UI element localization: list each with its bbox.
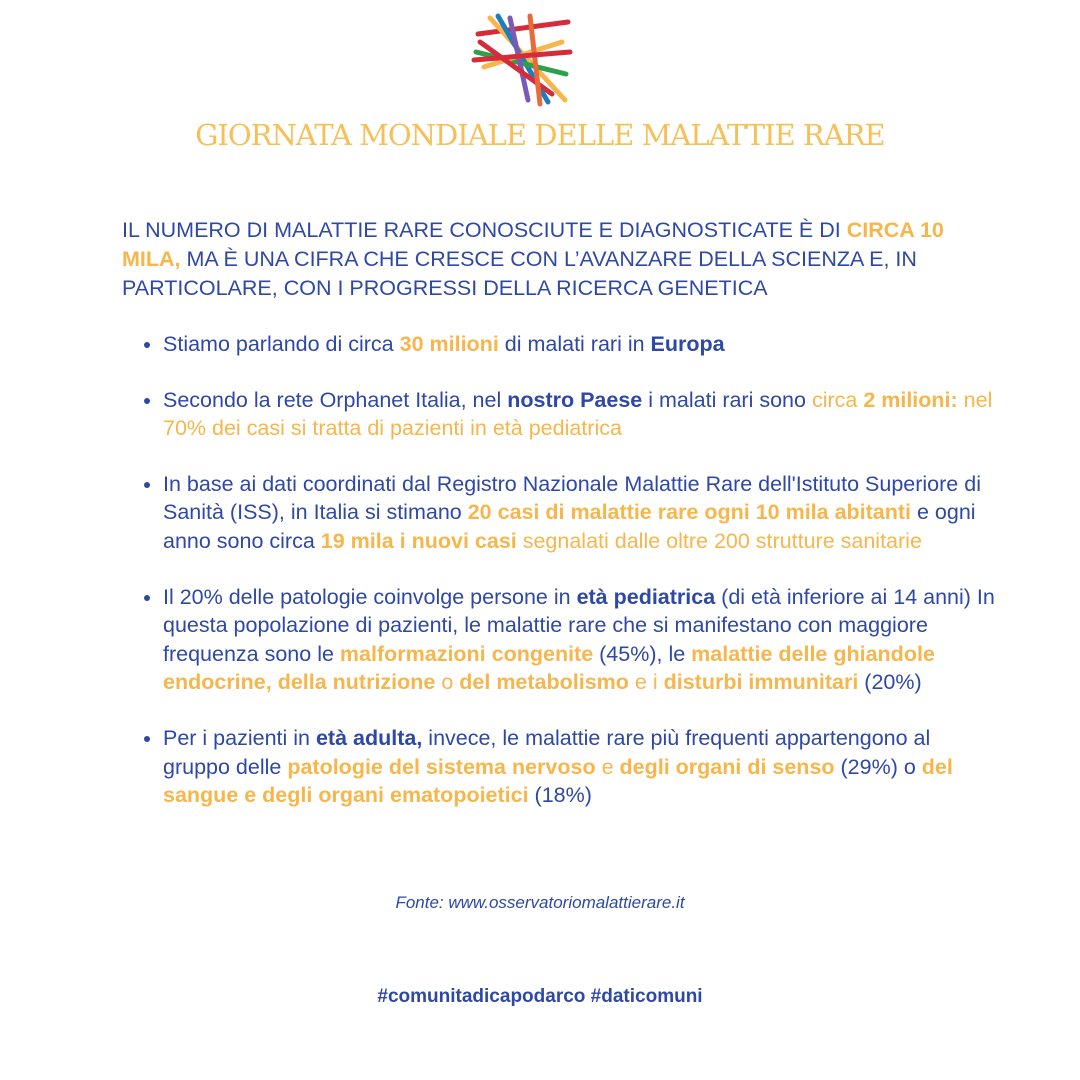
fact-pediatric bbox=[163, 583, 1003, 697]
hashtags: #comunitadicapodarco #daticomuni bbox=[377, 986, 703, 1007]
fact-text: Per i pazienti in bbox=[163, 725, 316, 750]
fact-text: (di età inferiore ai 14 anni) In questa popolazione di pazienti, le malattie rare che si manifestano con maggiore frequenza sono le bbox=[163, 584, 995, 666]
fact-text: e ogni anno sono circa bbox=[163, 500, 976, 553]
fact-highlight: del metabolismo bbox=[459, 670, 629, 695]
fact-text: In base ai dati coordinati dal Registro Nazionale Malattie Rare dell'Istituto Superiore di Sanità (ISS), in Italia si stimano bbox=[163, 471, 981, 525]
fact-europe bbox=[163, 330, 1003, 359]
fact-bold: Europa bbox=[650, 332, 725, 356]
fact-highlight: patologie del sistema nervoso bbox=[287, 754, 596, 779]
fact-highlight: disturbi immunitari bbox=[663, 670, 859, 695]
fact-text: (29%) o bbox=[834, 754, 922, 779]
colored-sticks-logo bbox=[470, 12, 575, 107]
fact-orange-text: e i bbox=[628, 670, 664, 695]
fact-text: Secondo la rete Orphanet Italia, nel bbox=[163, 387, 508, 412]
fact-text: (18%) bbox=[528, 783, 592, 808]
fact-highlight: 2 milioni: bbox=[863, 387, 958, 412]
intro-paragraph bbox=[122, 216, 972, 303]
fact-text: di malati rari in bbox=[498, 332, 651, 356]
fact-bold: nostro Paese bbox=[507, 387, 643, 412]
fact-text: Stiamo parlando di circa bbox=[163, 332, 400, 356]
fact-text: (20%) bbox=[858, 670, 922, 695]
fact-orange-text: e bbox=[595, 754, 620, 779]
source-credit: Fonte: www.osservatoriomalattierare.it bbox=[395, 893, 685, 912]
facts-list bbox=[130, 330, 1003, 837]
fact-highlight: malattie delle ghiandole endocrine, della nutrizione bbox=[163, 641, 935, 695]
fact-highlight: degli organi di senso bbox=[619, 754, 835, 779]
fact-text: (45%), le bbox=[593, 641, 692, 666]
fact-highlight: 30 milioni bbox=[399, 332, 499, 356]
fact-adult bbox=[163, 724, 1003, 810]
fact-highlight: del sangue e degli organi ematopoietici bbox=[163, 754, 953, 808]
intro-text-2: MA È UNA CIFRA CHE CRESCE CON L’AVANZARE DELLA SCIENZA E, IN PARTICOLARE, CON I PROGRESSI DELLA RICERCA GENETICA bbox=[122, 247, 917, 300]
fact-bold: età pediatrica bbox=[576, 584, 716, 609]
fact-orange-text: circa bbox=[811, 387, 864, 412]
fact-highlight: malformazioni congenite bbox=[339, 641, 594, 666]
fact-orange-text: nel 70% dei casi si tratta di pazienti in età pediatrica bbox=[163, 387, 993, 441]
fact-text: invece, le malattie rare più frequenti appartengono al gruppo delle bbox=[163, 725, 931, 779]
fact-registry bbox=[163, 470, 1003, 556]
fact-highlight: 20 casi di malattie rare ogni 10 mila abitanti bbox=[467, 500, 912, 525]
fact-bold: età adulta, bbox=[315, 725, 423, 750]
fact-italy bbox=[163, 386, 1003, 443]
fact-text: i malati rari sono bbox=[642, 387, 812, 412]
intro-text-1: IL NUMERO DI MALATTIE RARE CONOSCIUTE E DIAGNOSTICATE È DI bbox=[122, 218, 847, 242]
intro-highlight: CIRCA 10 MILA, bbox=[122, 218, 944, 271]
fact-text: Il 20% delle patologie coinvolge persone in bbox=[163, 584, 577, 609]
fact-orange-text: segnalati dalle oltre 200 strutture sanitarie bbox=[516, 528, 922, 553]
fact-orange-text: o bbox=[435, 670, 460, 695]
fact-highlight: 19 mila i nuovi casi bbox=[320, 528, 517, 553]
page-title: GIORNATA MONDIALE DELLE MALATTIE RARE bbox=[195, 118, 885, 152]
